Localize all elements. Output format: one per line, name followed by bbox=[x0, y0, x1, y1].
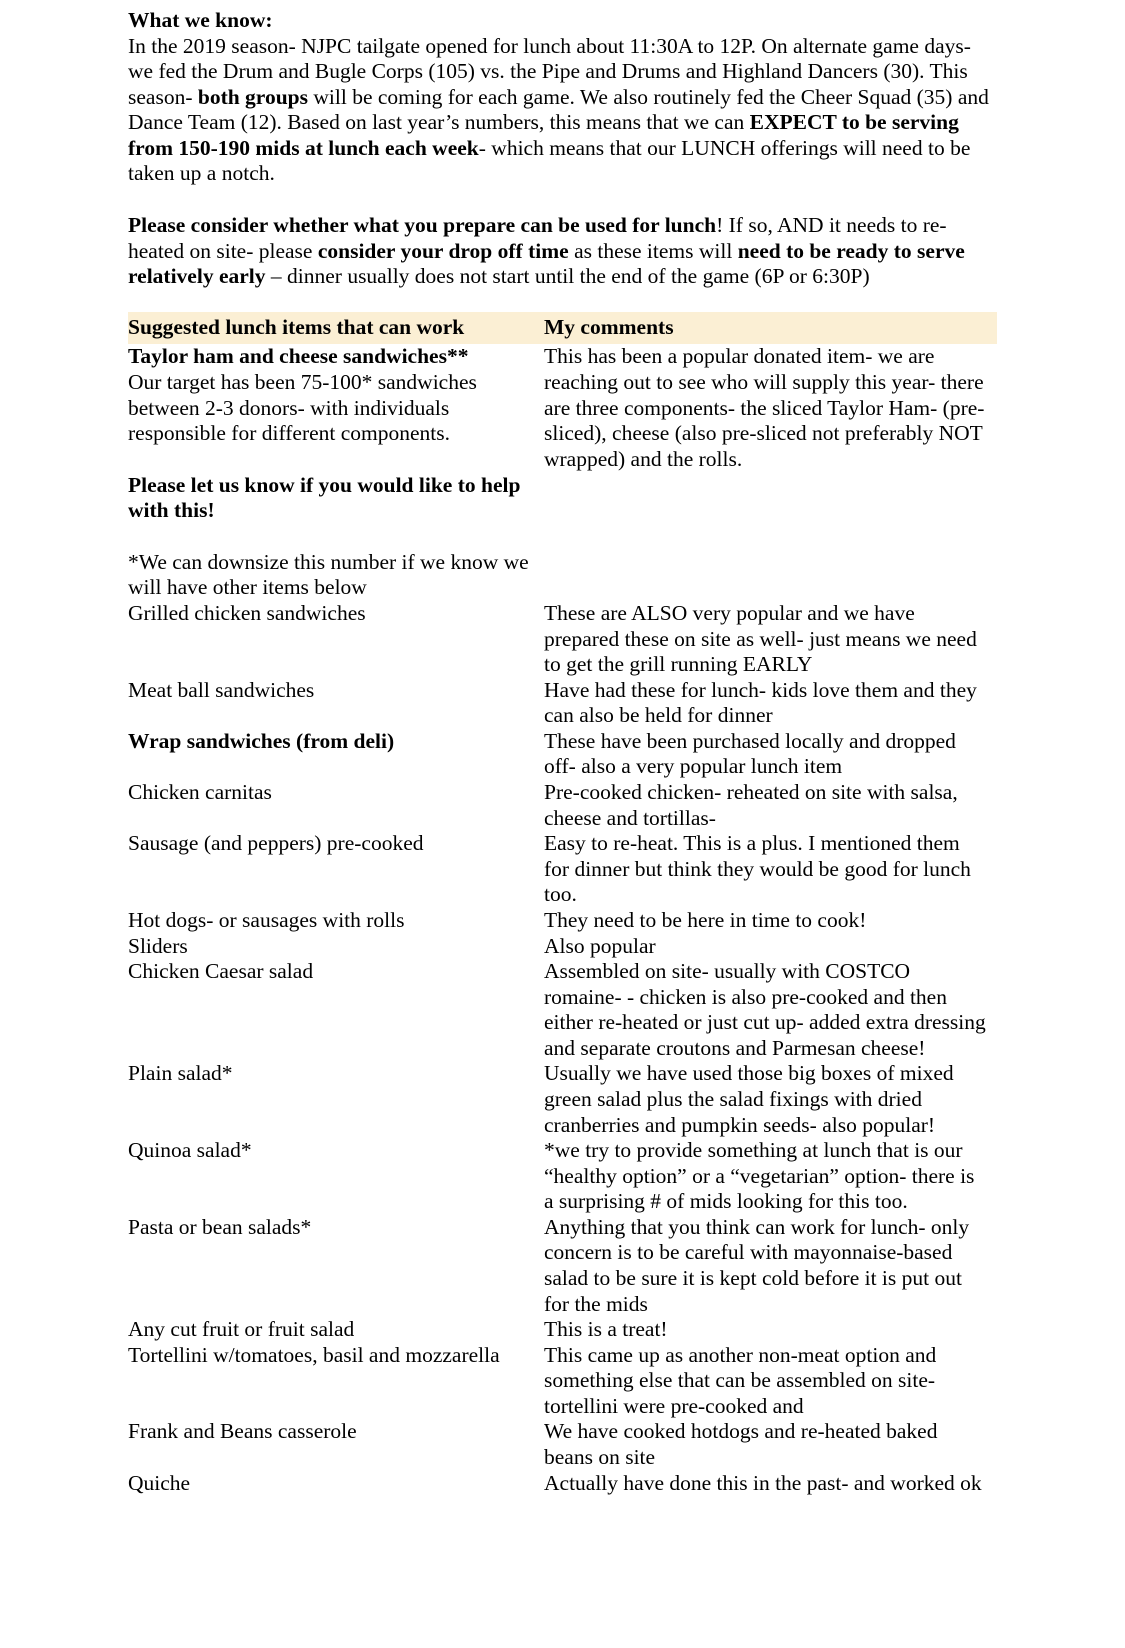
item-cell bbox=[128, 1215, 544, 1317]
comment-cell bbox=[544, 1215, 997, 1317]
comment-cell bbox=[544, 344, 997, 601]
item-note: *We can downsize this number if we know we will have other items below bbox=[128, 549, 529, 600]
comment-cell bbox=[544, 1343, 997, 1420]
table-header-row bbox=[128, 312, 997, 345]
paragraph-what-we-know bbox=[128, 34, 997, 187]
item-label: Meat ball sandwiches bbox=[128, 677, 315, 702]
comment-text: Easy to re-heat. This is a plus. I mentioned them for dinner but think they would be good for lunch too. bbox=[544, 831, 971, 907]
page-title: What we know: bbox=[128, 8, 273, 32]
comment-text: Have had these for lunch- kids love them and they can also be held for dinner bbox=[544, 677, 977, 728]
comment-text: We have cooked hotdogs and re-heated baked beans on site bbox=[544, 1419, 938, 1470]
comment-text: This came up as another non-meat option and something else that can be assembled on site- tortellini were pre-cooked and bbox=[544, 1342, 937, 1418]
comment-text: They need to be here in time to cook! bbox=[544, 907, 867, 932]
paragraph-please-consider bbox=[128, 213, 997, 290]
table-row bbox=[128, 959, 997, 1061]
body-text: will be coming for each game. We also routinely fed the Cheer Squad (35) and Dance Team (12). Based on last year’s numbers, this means that we can bbox=[128, 84, 989, 135]
table-row bbox=[128, 1317, 997, 1343]
item-label: Chicken Caesar salad bbox=[128, 959, 314, 984]
item-label: Quiche bbox=[128, 1470, 191, 1495]
body-text: – dinner usually does not start until the end of the game (6P or 6:30P) bbox=[265, 264, 870, 289]
item-cell bbox=[128, 959, 544, 1061]
item-label: Sliders bbox=[128, 933, 188, 958]
emphasis-text: need to be ready to serve relatively early bbox=[128, 238, 965, 289]
comment-text: Pre-cooked chicken- reheated on site with salsa, cheese and tortillas- bbox=[544, 780, 958, 830]
column-header-suggested-items: Suggested lunch items that can work bbox=[128, 312, 544, 345]
comment-cell bbox=[544, 780, 997, 831]
comment-cell bbox=[544, 601, 997, 678]
comment-cell bbox=[544, 934, 997, 960]
spacer bbox=[128, 187, 997, 213]
comment-text: *we try to provide something at lunch that is our “healthy option” or a “vegetarian” option- there is a surprising # of mids looking for this too. bbox=[544, 1138, 975, 1214]
item-label: Hot dogs- or sausages with rolls bbox=[128, 907, 405, 932]
comment-cell bbox=[544, 1419, 997, 1470]
table-row bbox=[128, 729, 997, 780]
item-label: Sausage (and peppers) pre-cooked bbox=[128, 831, 424, 856]
body-text: - which means that our LUNCH offerings will need to be taken up a notch. bbox=[128, 135, 971, 186]
comment-cell bbox=[544, 678, 997, 729]
comment-cell bbox=[544, 959, 997, 1061]
table-row bbox=[128, 1419, 997, 1470]
table-row bbox=[128, 780, 997, 831]
table-row bbox=[128, 1471, 997, 1497]
item-cell bbox=[128, 1138, 544, 1215]
item-cell bbox=[128, 678, 544, 729]
comment-text: These are ALSO very popular and we have prepared these on site as well- just means we need to get the grill running EARLY bbox=[544, 600, 977, 677]
item-label: Frank and Beans casserole bbox=[128, 1419, 357, 1444]
comment-text: Assembled on site- usually with COSTCO romaine- - chicken is also pre-cooked and then either re-heated or just cut up- added extra dressing and separate croutons and Parmesan cheese! bbox=[544, 959, 986, 1060]
comment-cell bbox=[544, 729, 997, 780]
table-row bbox=[128, 1343, 997, 1420]
item-label: Any cut fruit or fruit salad bbox=[128, 1317, 355, 1342]
emphasis-text: consider your drop off time bbox=[317, 238, 569, 263]
body-text: ! If so, AND it needs to re-heated on site- please bbox=[128, 213, 947, 263]
item-cell bbox=[128, 831, 544, 908]
comment-text: This has been a popular donated item- we are reaching out to see who will supply this year- there are three components- the sliced Taylor Ham- (pre-sliced), cheese (also pre-sliced not preferably NOT wrapped) and the rolls. bbox=[544, 344, 985, 471]
comment-cell bbox=[544, 1138, 997, 1215]
item-label-bold: Taylor ham and cheese sandwiches** bbox=[128, 344, 469, 369]
item-label: Chicken carnitas bbox=[128, 780, 272, 805]
item-note-bold: Please let us know if you would like to help with this! bbox=[128, 472, 521, 523]
intro-section bbox=[128, 8, 997, 187]
emphasis-text: both groups bbox=[197, 84, 308, 109]
comment-text: Usually we have used those big boxes of mixed green salad plus the salad fixings with dried cranberries and pumpkin seeds- also popular! bbox=[544, 1061, 954, 1137]
comment-text: Also popular bbox=[544, 933, 656, 958]
comment-cell bbox=[544, 831, 997, 908]
item-cell bbox=[128, 780, 544, 831]
item-label: Tortellini w/tomatoes, basil and mozzarella bbox=[128, 1342, 500, 1367]
comment-cell bbox=[544, 1317, 997, 1343]
table-row bbox=[128, 908, 997, 934]
table-row bbox=[128, 1215, 997, 1317]
comment-text: Actually have done this in the past- and worked ok bbox=[544, 1470, 982, 1495]
table-row bbox=[128, 601, 997, 678]
comment-text: These have been purchased locally and dropped off- also a very popular lunch item bbox=[544, 728, 956, 779]
table-row bbox=[128, 1061, 997, 1138]
item-label-bold: Wrap sandwiches (from deli) bbox=[128, 728, 395, 753]
item-cell bbox=[128, 1471, 544, 1497]
comment-text: This is a treat! bbox=[544, 1317, 668, 1342]
item-cell bbox=[128, 934, 544, 960]
item-label: Pasta or bean salads* bbox=[128, 1214, 312, 1239]
body-text: In the 2019 season- NJPC tailgate opened for lunch about 11:30A to 12P. On alternate game days- we fed the Drum and Bugle Corps (105) vs. the Pipe and Drums and Highland Dancers (30). This season- bbox=[128, 33, 971, 109]
table-row bbox=[128, 831, 997, 908]
item-cell bbox=[128, 1317, 544, 1343]
table-row bbox=[128, 344, 997, 601]
item-label: Grilled chicken sandwiches bbox=[128, 600, 366, 625]
comment-cell bbox=[544, 908, 997, 934]
item-label: Our target has been 75-100* sandwiches between 2-3 donors- with individuals responsible for different components. bbox=[128, 369, 477, 446]
item-cell bbox=[128, 1419, 544, 1470]
item-label: Plain salad* bbox=[128, 1061, 233, 1086]
emphasis-text: EXPECT to be serving from 150-190 mids at lunch each week bbox=[128, 110, 959, 160]
table-row bbox=[128, 934, 997, 960]
body-text: as these items will bbox=[568, 238, 738, 263]
emphasis-text: Please consider whether what you prepare can be used for lunch bbox=[128, 213, 717, 238]
lunch-items-table bbox=[128, 312, 997, 1496]
table-row bbox=[128, 1138, 997, 1215]
comment-text: Anything that you think can work for lunch- only concern is to be careful with mayonnaise-based salad to be sure it is kept cold before it is put out for the mids bbox=[544, 1214, 970, 1316]
table-row bbox=[128, 678, 997, 729]
comment-cell bbox=[544, 1061, 997, 1138]
item-cell bbox=[128, 1343, 544, 1420]
item-cell bbox=[128, 729, 544, 780]
item-cell bbox=[128, 908, 544, 934]
item-cell bbox=[128, 601, 544, 678]
lunch-items-table-wrap bbox=[128, 312, 997, 1496]
item-label: Quinoa salad* bbox=[128, 1138, 252, 1163]
item-cell bbox=[128, 344, 544, 601]
column-header-my-comments: My comments bbox=[544, 312, 997, 345]
item-cell bbox=[128, 1061, 544, 1138]
comment-cell bbox=[544, 1471, 997, 1497]
